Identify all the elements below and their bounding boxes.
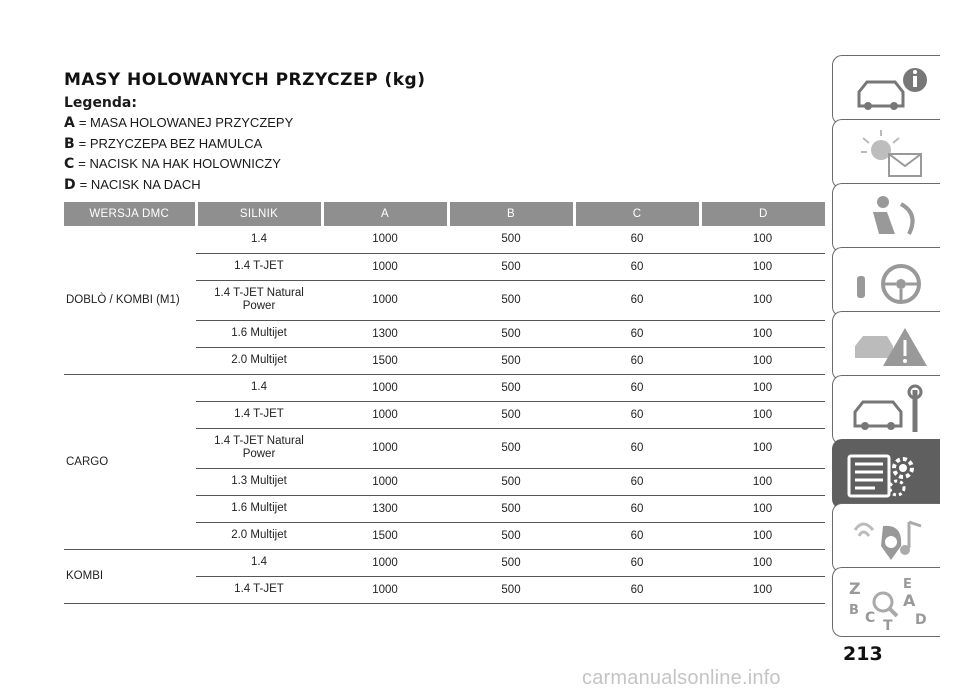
value-d-cell: 100 (700, 253, 825, 280)
legend-item-d (64, 175, 293, 196)
engine-cell: 2.0 Multijet (196, 347, 322, 374)
value-a-cell: 1500 (322, 347, 448, 374)
value-b-cell: 500 (448, 495, 574, 522)
version-cell: CARGO (64, 374, 196, 549)
value-d-cell: 100 (700, 320, 825, 347)
value-b-cell: 500 (448, 253, 574, 280)
legend-text: = NACISK NA HAK HOLOWNICZY (78, 156, 281, 171)
value-b-cell: 500 (448, 320, 574, 347)
engine-cell: 1.4 (196, 374, 322, 401)
engine-cell: 1.4 (196, 549, 322, 576)
legend-key: A (64, 115, 75, 131)
legend-text: = MASA HOLOWANEJ PRZYCZEPY (78, 115, 294, 130)
header-b: B (448, 202, 574, 226)
legend-text: = NACISK NA DACH (79, 176, 201, 192)
engine-cell: 2.0 Multijet (196, 522, 322, 549)
value-a-cell: 1000 (322, 576, 448, 603)
value-b-cell: 500 (448, 226, 574, 253)
value-a-cell: 1000 (322, 401, 448, 428)
value-a-cell: 1500 (322, 522, 448, 549)
value-c-cell: 60 (574, 347, 700, 374)
multimedia-icon (843, 510, 939, 568)
towing-mass-table (64, 202, 825, 604)
value-c-cell: 60 (574, 495, 700, 522)
value-b-cell: 500 (448, 280, 574, 320)
index-letter: Z (849, 579, 861, 598)
tab-technical-specifications[interactable] (832, 439, 940, 509)
legend-item-c (64, 154, 293, 175)
table-header-row (64, 202, 825, 226)
engine-cell: 1.6 Multijet (196, 495, 322, 522)
engine-cell: 1.4 T-JET Natural Power (196, 280, 322, 320)
header-version: WERSJA DMC (64, 202, 196, 226)
tab-index[interactable] (832, 567, 940, 637)
value-b-cell: 500 (448, 428, 574, 468)
legend-key: D (64, 176, 76, 193)
legend-item-b (64, 134, 293, 155)
value-a-cell: 1000 (322, 428, 448, 468)
value-c-cell: 60 (574, 428, 700, 468)
value-a-cell: 1000 (322, 374, 448, 401)
page-title: MASY HOLOWANYCH PRZYCZEP (kg) (64, 70, 426, 90)
index-letter: T (883, 618, 893, 632)
index-letter: E (903, 577, 912, 592)
engine-cell: 1.3 Multijet (196, 468, 322, 495)
value-c-cell: 60 (574, 468, 700, 495)
value-c-cell: 60 (574, 226, 700, 253)
value-c-cell: 60 (574, 401, 700, 428)
value-d-cell: 100 (700, 428, 825, 468)
value-b-cell: 500 (448, 468, 574, 495)
table-row (64, 226, 825, 253)
version-cell: DOBLÒ / KOMBI (M1) (64, 226, 196, 374)
value-a-cell: 1000 (322, 226, 448, 253)
tab-servicing[interactable] (832, 375, 940, 445)
car-info-icon (843, 62, 939, 120)
watermark: carmanualsonline.info (582, 667, 781, 689)
engine-cell: 1.4 T-JET (196, 401, 322, 428)
tab-safety[interactable] (832, 183, 940, 253)
engine-cell: 1.4 T-JET (196, 253, 322, 280)
legend-text: = PRZYCZEPA BEZ HAMULCA (78, 135, 263, 151)
engine-cell: 1.4 T-JET Natural Power (196, 428, 322, 468)
value-a-cell: 1000 (322, 280, 448, 320)
specifications-gears-icon (843, 446, 939, 504)
tab-car-info[interactable] (832, 55, 940, 125)
header-engine: SILNIK (196, 202, 322, 226)
table-row (64, 549, 825, 576)
value-d-cell: 100 (700, 226, 825, 253)
value-a-cell: 1300 (322, 320, 448, 347)
value-d-cell: 100 (700, 468, 825, 495)
value-d-cell: 100 (700, 347, 825, 374)
airbag-seat-icon (843, 190, 939, 248)
value-c-cell: 60 (574, 374, 700, 401)
value-b-cell: 500 (448, 549, 574, 576)
header-a: A (322, 202, 448, 226)
value-b-cell: 500 (448, 347, 574, 374)
page-number: 213 (843, 643, 883, 665)
breakdown-triangle-icon (843, 318, 939, 376)
value-b-cell: 500 (448, 576, 574, 603)
value-d-cell: 100 (700, 401, 825, 428)
value-d-cell: 100 (700, 280, 825, 320)
value-b-cell: 500 (448, 374, 574, 401)
value-d-cell: 100 (700, 374, 825, 401)
value-d-cell: 100 (700, 549, 825, 576)
key-steering-wheel-icon (843, 254, 939, 312)
tab-multimedia[interactable] (832, 503, 940, 573)
value-c-cell: 60 (574, 549, 700, 576)
engine-cell: 1.6 Multijet (196, 320, 322, 347)
legend-item-a (64, 113, 293, 134)
car-wrench-icon (843, 382, 939, 440)
value-a-cell: 1000 (322, 549, 448, 576)
legend-key: C (64, 156, 75, 172)
index-letter: D (915, 612, 927, 628)
value-b-cell: 500 (448, 401, 574, 428)
header-c: C (574, 202, 700, 226)
warning-lights-message-icon (843, 126, 939, 184)
engine-cell: 1.4 (196, 226, 322, 253)
header-d: D (700, 202, 825, 226)
index-letter: A (903, 591, 916, 610)
tab-emergency[interactable] (832, 311, 940, 381)
value-c-cell: 60 (574, 253, 700, 280)
legend-heading: Legenda: (64, 95, 137, 111)
value-d-cell: 100 (700, 495, 825, 522)
tab-starting-driving[interactable] (832, 247, 940, 317)
value-a-cell: 1300 (322, 495, 448, 522)
engine-cell: 1.4 T-JET (196, 576, 322, 603)
value-c-cell: 60 (574, 576, 700, 603)
value-d-cell: 100 (700, 576, 825, 603)
index-letter: C (865, 610, 876, 626)
value-a-cell: 1000 (322, 253, 448, 280)
value-c-cell: 60 (574, 320, 700, 347)
version-cell: KOMBI (64, 549, 196, 603)
value-a-cell: 1000 (322, 468, 448, 495)
value-c-cell: 60 (574, 280, 700, 320)
value-b-cell: 500 (448, 522, 574, 549)
index-letter: B (849, 603, 859, 618)
value-d-cell: 100 (700, 522, 825, 549)
legend (64, 113, 293, 195)
tab-warning-lights[interactable] (832, 119, 940, 189)
legend-key: B (64, 135, 75, 152)
value-c-cell: 60 (574, 522, 700, 549)
alphabetical-index-icon (843, 574, 939, 632)
table-row (64, 374, 825, 401)
